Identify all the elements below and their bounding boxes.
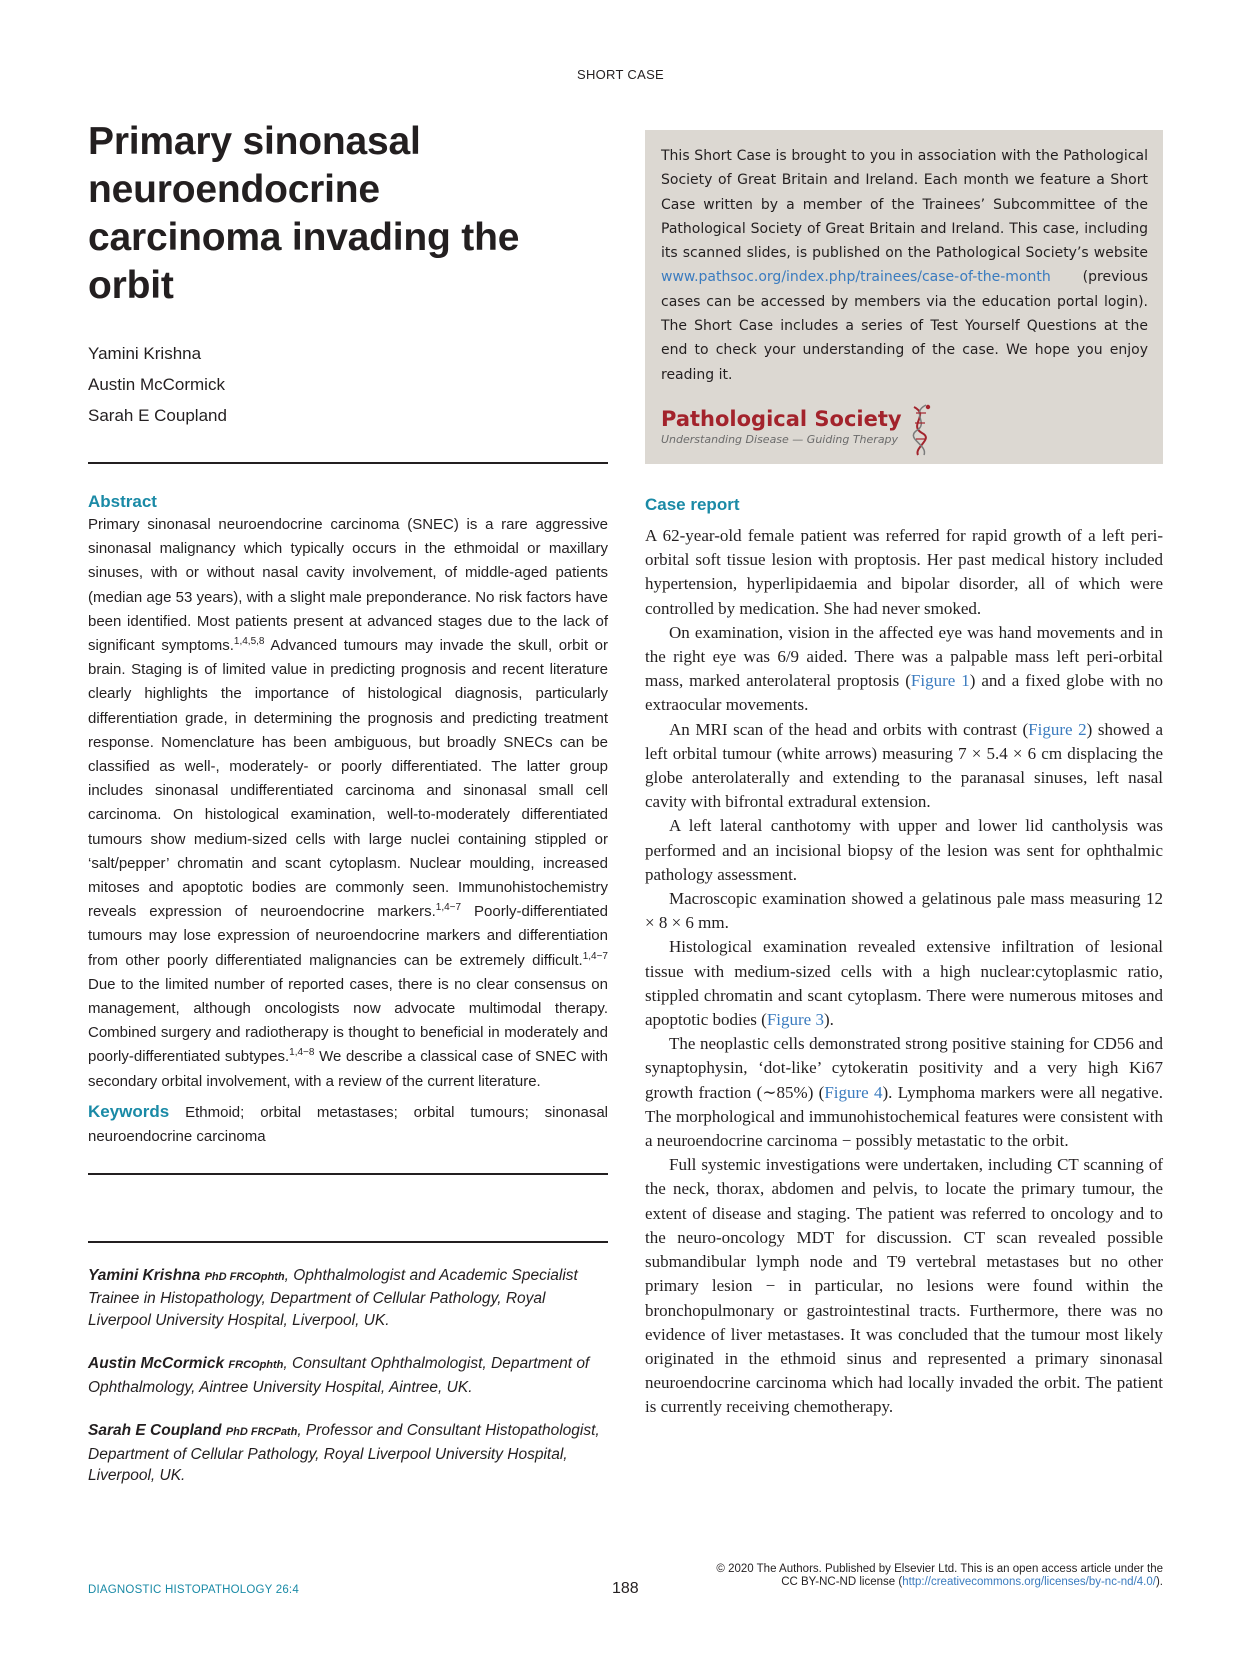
pathsoc-info-box: [645, 130, 1163, 464]
left-column: [88, 118, 608, 1487]
paragraph: Full systemic investigations were undertaken, including CT scanning of the neck, thorax, abdomen and pelvis, to locate the primary tumour, the extent of disease and staging. The patient was referred to oncology and to the neuro-oncology MDT for discussion. CT scan revealed possible submandibular lymph node and T9 vertebral metastases but no other primary lesion − in particular, no lesions were found within the bronchopulmonary or gastrointestinal tracts. Furthermore, there was no evidence of liver metastases. It was concluded that the tumour most likely originated in the ethmoid sinus and represented a primary sinonasal neuroendocrine carcinoma which had locally invaded the orbit. The patient is currently receiving chemotherapy.: [645, 1155, 1163, 1417]
right-column: [645, 130, 1163, 1420]
paragraph: Macroscopic examination showed a gelatinous pale mass measuring 12 × 8 × 6 mm.: [645, 889, 1163, 933]
info-text: This Short Case is brought to you in association with the Pathological Society of Great Britain and Ireland. Each month we feature a Short Case written by a member of the Trainees’ Subcommittee of the Pathological Society of Great Britain and Ireland. This case, including its scanned slides, is published on the Pathological Society’s website www.pathsoc.org/index.php/trainees/case-of-the-month (previous cases can be accessed by members via the education portal login). The Short Case includes a series of Test Yourself Questions at the end to check your understanding of the case. We hope you enjoy reading it.: [661, 148, 1148, 383]
figure-link[interactable]: Figure 2: [1028, 719, 1087, 739]
paragraph: On examination, vision in the affected eye was hand movements and in the right eye was 6/9 aided. There was a palpable mass left peri-orbital mass, marked anterolateral proptosis (Figure 1) and a fixed globe with no extraocular movements.: [645, 622, 1163, 715]
author-name: Sarah E Coupland: [88, 406, 227, 425]
author-name: Yamini Krishna: [88, 344, 202, 363]
citation: 1,4−7: [582, 950, 608, 962]
license-link[interactable]: http://creativecommons.org/licenses/by-nc-nd/4.0/: [902, 1576, 1156, 1588]
title-line: neuroendocrine: [88, 168, 380, 211]
case-report-body: [645, 524, 1163, 1420]
paragraph: A 62-year-old female patient was referred for rapid growth of a left peri-orbital soft tissue lesion with proptosis. Her past medical history included hypertension, hyperlipidaemia and bipolar disorder, all of which were controlled by medication. She had never smoked.: [645, 526, 1163, 618]
paragraph: A left lateral canthotomy with upper and lower lid cantholysis was performed and an incisional biopsy of the lesion was sent for ophthalmic pathology assessment.: [645, 816, 1163, 884]
paragraph: An MRI scan of the head and orbits with contrast (Figure 2) showed a left orbital tumour (white arrows) measuring 7 × 5.4 × 6 cm displacing the globe anterolaterally and extending to the paranasal sinuses, left nasal cavity with bifrontal extradural extension.: [645, 719, 1163, 812]
license-notice: © 2020 The Authors. Published by Elsevier Ltd. This is an open access article under the CC BY-NC-ND license (http://creativecommons.org/licenses/by-nc-nd/4.0/).: [716, 1563, 1163, 1588]
page-number: 188: [612, 1580, 639, 1597]
case-report-heading: Case report: [645, 495, 740, 514]
figure-link[interactable]: Figure 3: [766, 1010, 824, 1030]
paragraph: Histological examination revealed extensive infiltration of lesional tissue with medium-sized cells with a high nuclear:cytoplasmic ratio, stippled chromatin and scant cytoplasm. There were numerous mitoses and apoptotic bodies (Figure 3).: [645, 937, 1163, 1030]
title-line: carcinoma invading the: [88, 216, 520, 259]
affiliation: Sarah E Coupland PhD FRCPath, Professor and Consultant Histopathologist, Department of Cellular Pathology, Royal Liverpool University Hospital, Liverpool, UK.: [88, 1422, 600, 1485]
logo-tagline: Understanding Disease — Guiding Therapy: [661, 432, 899, 446]
title-line: orbit: [88, 264, 174, 307]
citation: 1,4−7: [435, 902, 462, 914]
pathsoc-link[interactable]: www.pathsoc.org/index.php/trainees/case-of-the-month: [661, 269, 1051, 286]
abstract-text: Primary sinonasal neuroendocrine carcinoma (SNEC) is a rare aggressive sinonasal malignancy which typically occurs in the ethmoidal or maxillary sinuses, with or without nasal cavity involvement, of middle-aged patients (median age 53 years), with a slight male preponderance. No risk factors have been identified. Most patients present at advanced stages due to the lack of significant symptoms.$^{1,4,5,8}$ Advanced tumours may invade the skull, orbit or brain. Staging is of limited value in predicting prognosis and recent literature clearly highlights the importance of histological diagnosis, particularly differentiation grade, in determining the prognosis and predicting treatment response. Nomenclature has been ambiguous, but broadly SNECs can be classified as well-, moderately- or poorly differentiated. The latter group includes sinonasal undifferentiated carcinoma and sinonasal small cell carcinoma. On histological examination, well-to-moderately differentiated tumours show medium-sized cells with large nuclei containing stippled or ‘salt/pepper’ chromatin and scant cytoplasm. Nuclear moulding, increased mitoses and apoptotic bodies are commonly seen. Immunohistochemistry reveals expression of neuroendocrine markers.$^{1,4-7}$ Poorly-differentiated tumours may lose expression of neuroendocrine markers and differentiation from other poorly differentiated malignancies can be extremely difficult.$^{1,4-7}$ Due to the limited number of reported cases, there is no clear consensus on management, although oncologists now advocate multimodal therapy. Combined surgery and radiotherapy is thought to beneficial in moderately and poorly-differentiated subtypes.$^{1,4-8}$ We describe a classical case of SNEC with secondary orbital involvement, with a review of the current literature.: [88, 516, 609, 1090]
affiliation: Yamini Krishna PhD FRCOphth, Ophthalmologist and Academic Specialist Trainee in Histopathology, Department of Cellular Pathology, Royal Liverpool University Hospital, Liverpool, UK.: [88, 1266, 578, 1329]
keywords-label: Keywords: [88, 1101, 170, 1121]
pathsoc-logo: [661, 407, 1148, 457]
running-head: SHORT CASE: [576, 67, 665, 82]
figure-link[interactable]: Figure 1: [910, 671, 970, 691]
figure-link[interactable]: Figure 4: [824, 1082, 883, 1102]
paragraph: The neoplastic cells demonstrated strong positive staining for CD56 and synaptophysin, ‘dot-like’ cytokeratin positivity and a very high Ki67 growth fraction (∼85%) (Figure 4). Lymphoma markers were all negative. The morphological and immunohistochemical features were consistent with a neuroendocrine carcinoma − possibly metastatic to the orbit.: [645, 1034, 1163, 1151]
abstract-heading: Abstract: [88, 492, 157, 511]
logo-name: Pathological Society: [661, 406, 902, 431]
title-line: Primary sinonasal: [88, 120, 421, 163]
helix-emblem-icon: [904, 401, 938, 457]
divider: [88, 1241, 608, 1243]
affiliation: Austin McCormick FRCOphth, Consultant Ophthalmologist, Department of Ophthalmology, Aintree University Hospital, Aintree, UK.: [88, 1355, 590, 1396]
author-list: [88, 338, 608, 431]
article-title: [88, 118, 608, 310]
keywords-text: Ethmoid; orbital metastases; orbital tumours; sinonasal neuroendocrine carcinoma: [88, 1103, 608, 1145]
divider: [88, 462, 608, 464]
keywords: [88, 1100, 608, 1149]
author-name: Austin McCormick: [88, 375, 225, 394]
divider: [88, 1173, 608, 1175]
journal-footer: DIAGNOSTIC HISTOPATHOLOGY 26:4: [88, 1584, 299, 1596]
citation: 1,4,5,8: [233, 636, 265, 648]
citation: 1,4−8: [289, 1047, 315, 1059]
